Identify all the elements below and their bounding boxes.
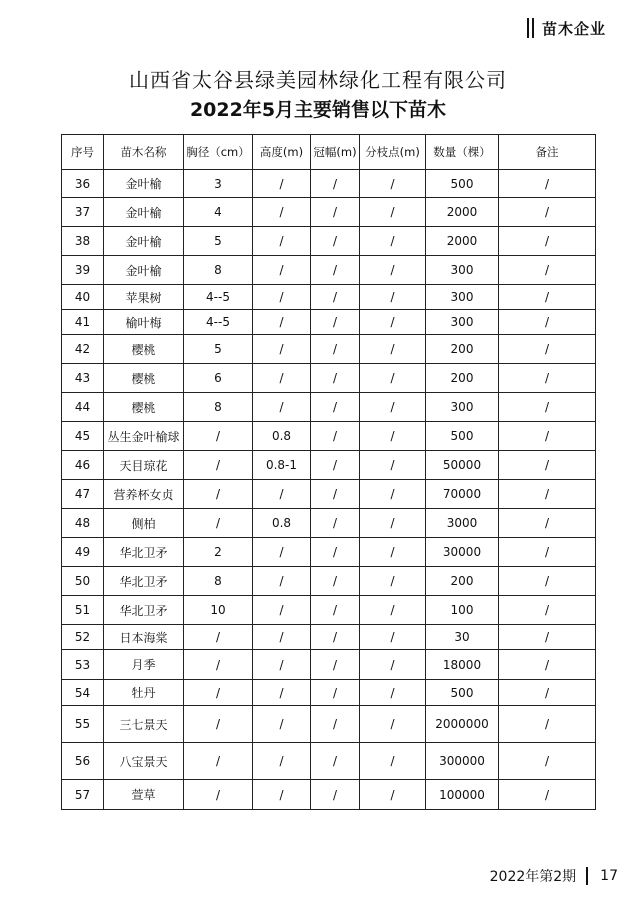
issue-label: 2022年第2期 xyxy=(489,869,577,885)
cell-height: / xyxy=(253,227,311,256)
cell-diameter: 4--5 xyxy=(184,285,253,310)
cell-remarks: / xyxy=(499,310,596,335)
cell-diameter: / xyxy=(184,743,253,780)
table-row xyxy=(62,480,596,509)
cell-height: / xyxy=(253,364,311,393)
cell-remarks: / xyxy=(499,567,596,596)
cell-branch-point: / xyxy=(360,256,426,285)
cell-quantity: 2000 xyxy=(426,227,499,256)
cell-quantity: 100 xyxy=(426,596,499,625)
cell-crown: / xyxy=(311,198,360,227)
cell-name: 榆叶梅 xyxy=(104,310,184,335)
cell-diameter: / xyxy=(184,451,253,480)
cell-remarks: / xyxy=(499,706,596,743)
col-header-quantity: 数量（棵） xyxy=(426,135,499,170)
cell-quantity: 300 xyxy=(426,310,499,335)
cell-crown: / xyxy=(311,310,360,335)
cell-crown: / xyxy=(311,227,360,256)
cell-crown: / xyxy=(311,596,360,625)
company-name: 山西省太谷县绿美园林绿化工程有限公司 xyxy=(129,68,507,92)
table-row xyxy=(62,256,596,285)
cell-crown: / xyxy=(311,743,360,780)
cell-crown: / xyxy=(311,364,360,393)
cell-name: 华北卫矛 xyxy=(104,596,184,625)
cell-remarks: / xyxy=(499,625,596,650)
cell-serial: 50 xyxy=(62,567,104,596)
cell-branch-point: / xyxy=(360,567,426,596)
cell-diameter: 4 xyxy=(184,198,253,227)
table-row xyxy=(62,451,596,480)
table-row xyxy=(62,743,596,780)
cell-quantity: 300 xyxy=(426,285,499,310)
cell-height: 0.8-1 xyxy=(253,451,311,480)
cell-height: / xyxy=(253,198,311,227)
table-row xyxy=(62,567,596,596)
table-row xyxy=(62,310,596,335)
cell-serial: 52 xyxy=(62,625,104,650)
cell-name: 金叶榆 xyxy=(104,170,184,198)
table-row xyxy=(62,509,596,538)
cell-serial: 56 xyxy=(62,743,104,780)
cell-name: 樱桃 xyxy=(104,393,184,422)
cell-serial: 55 xyxy=(62,706,104,743)
table-row xyxy=(62,227,596,256)
table-row xyxy=(62,422,596,451)
cell-remarks: / xyxy=(499,780,596,810)
cell-height: / xyxy=(253,596,311,625)
cell-branch-point: / xyxy=(360,509,426,538)
cell-remarks: / xyxy=(499,650,596,680)
cell-height: / xyxy=(253,256,311,285)
cell-diameter: / xyxy=(184,780,253,810)
cell-serial: 40 xyxy=(62,285,104,310)
cell-branch-point: / xyxy=(360,335,426,364)
col-header-serial: 序号 xyxy=(62,135,104,170)
cell-crown: / xyxy=(311,170,360,198)
cell-name: 樱桃 xyxy=(104,364,184,393)
cell-serial: 48 xyxy=(62,509,104,538)
cell-crown: / xyxy=(311,780,360,810)
cell-height: / xyxy=(253,310,311,335)
cell-quantity: 500 xyxy=(426,422,499,451)
col-header-height: 高度(m) xyxy=(253,135,311,170)
cell-branch-point: / xyxy=(360,422,426,451)
table-header-row xyxy=(62,135,596,170)
cell-quantity: 500 xyxy=(426,170,499,198)
cell-quantity: 50000 xyxy=(426,451,499,480)
cell-remarks: / xyxy=(499,743,596,780)
cell-remarks: / xyxy=(499,198,596,227)
cell-crown: / xyxy=(311,538,360,567)
cell-height: / xyxy=(253,680,311,706)
cell-quantity: 30000 xyxy=(426,538,499,567)
cell-quantity: 300 xyxy=(426,393,499,422)
cell-branch-point: / xyxy=(360,538,426,567)
cell-crown: / xyxy=(311,393,360,422)
cell-branch-point: / xyxy=(360,625,426,650)
cell-serial: 47 xyxy=(62,480,104,509)
cell-quantity: 70000 xyxy=(426,480,499,509)
cell-branch-point: / xyxy=(360,198,426,227)
cell-diameter: / xyxy=(184,706,253,743)
page-footer xyxy=(490,866,618,886)
cell-height: / xyxy=(253,335,311,364)
cell-quantity: 200 xyxy=(426,567,499,596)
cell-serial: 53 xyxy=(62,650,104,680)
cell-remarks: / xyxy=(499,480,596,509)
cell-crown: / xyxy=(311,706,360,743)
cell-crown: / xyxy=(311,625,360,650)
cell-crown: / xyxy=(311,509,360,538)
cell-diameter: 3 xyxy=(184,170,253,198)
cell-name: 丛生金叶榆球 xyxy=(104,422,184,451)
cell-diameter: 4--5 xyxy=(184,310,253,335)
section-header xyxy=(527,17,606,39)
cell-name: 月季 xyxy=(104,650,184,680)
cell-branch-point: / xyxy=(360,780,426,810)
cell-name: 营养杯女贞 xyxy=(104,480,184,509)
cell-height: / xyxy=(253,625,311,650)
page-number: 17 xyxy=(600,868,618,884)
cell-serial: 54 xyxy=(62,680,104,706)
cell-branch-point: / xyxy=(360,285,426,310)
cell-diameter: 6 xyxy=(184,364,253,393)
cell-quantity: 2000 xyxy=(426,198,499,227)
col-header-remarks: 备注 xyxy=(499,135,596,170)
cell-name: 天目琼花 xyxy=(104,451,184,480)
cell-diameter: / xyxy=(184,680,253,706)
col-header-crown: 冠幅(m) xyxy=(311,135,360,170)
table-row xyxy=(62,198,596,227)
cell-quantity: 500 xyxy=(426,680,499,706)
cell-serial: 41 xyxy=(62,310,104,335)
table-row xyxy=(62,335,596,364)
cell-diameter: / xyxy=(184,650,253,680)
table-row xyxy=(62,393,596,422)
cell-branch-point: / xyxy=(360,650,426,680)
cell-remarks: / xyxy=(499,451,596,480)
cell-branch-point: / xyxy=(360,743,426,780)
table-row xyxy=(62,625,596,650)
cell-name: 樱桃 xyxy=(104,335,184,364)
cell-height: / xyxy=(253,780,311,810)
col-header-diameter: 胸径（cm） xyxy=(184,135,253,170)
sales-heading: 2022年5月主要销售以下苗木 xyxy=(189,99,447,121)
table-row xyxy=(62,780,596,810)
table-row xyxy=(62,170,596,198)
cell-name: 金叶榆 xyxy=(104,227,184,256)
cell-remarks: / xyxy=(499,285,596,310)
cell-remarks: / xyxy=(499,596,596,625)
cell-branch-point: / xyxy=(360,680,426,706)
cell-quantity: 200 xyxy=(426,364,499,393)
table-row xyxy=(62,538,596,567)
cell-quantity: 3000 xyxy=(426,509,499,538)
cell-remarks: / xyxy=(499,335,596,364)
cell-name: 八宝景天 xyxy=(104,743,184,780)
cell-crown: / xyxy=(311,480,360,509)
cell-crown: / xyxy=(311,285,360,310)
cell-remarks: / xyxy=(499,393,596,422)
double-bar-icon xyxy=(527,18,534,38)
cell-serial: 42 xyxy=(62,335,104,364)
cell-remarks: / xyxy=(499,170,596,198)
cell-branch-point: / xyxy=(360,364,426,393)
cell-quantity: 100000 xyxy=(426,780,499,810)
cell-name: 侧柏 xyxy=(104,509,184,538)
cell-remarks: / xyxy=(499,680,596,706)
cell-diameter: 10 xyxy=(184,596,253,625)
section-label: 苗木企业 xyxy=(541,19,606,38)
cell-diameter: / xyxy=(184,422,253,451)
cell-name: 金叶榆 xyxy=(104,256,184,285)
cell-crown: / xyxy=(311,650,360,680)
cell-crown: / xyxy=(311,422,360,451)
cell-crown: / xyxy=(311,335,360,364)
cell-quantity: 300 xyxy=(426,256,499,285)
seedling-table xyxy=(61,134,596,810)
table-row xyxy=(62,680,596,706)
cell-quantity: 18000 xyxy=(426,650,499,680)
cell-name: 牡丹 xyxy=(104,680,184,706)
col-header-name: 苗木名称 xyxy=(104,135,184,170)
cell-diameter: 5 xyxy=(184,227,253,256)
cell-name: 华北卫矛 xyxy=(104,567,184,596)
cell-crown: / xyxy=(311,256,360,285)
cell-height: / xyxy=(253,480,311,509)
cell-diameter: 8 xyxy=(184,393,253,422)
cell-quantity: 2000000 xyxy=(426,706,499,743)
cell-crown: / xyxy=(311,567,360,596)
table-row xyxy=(62,706,596,743)
cell-name: 金叶榆 xyxy=(104,198,184,227)
cell-serial: 46 xyxy=(62,451,104,480)
cell-serial: 49 xyxy=(62,538,104,567)
cell-serial: 44 xyxy=(62,393,104,422)
cell-branch-point: / xyxy=(360,451,426,480)
cell-diameter: 2 xyxy=(184,538,253,567)
cell-serial: 57 xyxy=(62,780,104,810)
cell-diameter: 8 xyxy=(184,567,253,596)
cell-diameter: / xyxy=(184,625,253,650)
cell-height: / xyxy=(253,706,311,743)
cell-serial: 51 xyxy=(62,596,104,625)
cell-height: / xyxy=(253,170,311,198)
cell-serial: 39 xyxy=(62,256,104,285)
cell-height: / xyxy=(253,650,311,680)
cell-diameter: 5 xyxy=(184,335,253,364)
cell-quantity: 200 xyxy=(426,335,499,364)
cell-crown: / xyxy=(311,680,360,706)
cell-serial: 45 xyxy=(62,422,104,451)
col-header-branch-point: 分枝点(m) xyxy=(360,135,426,170)
table-body xyxy=(62,170,596,810)
cell-branch-point: / xyxy=(360,596,426,625)
cell-branch-point: / xyxy=(360,706,426,743)
cell-name: 萱草 xyxy=(104,780,184,810)
cell-serial: 43 xyxy=(62,364,104,393)
cell-crown: / xyxy=(311,451,360,480)
cell-height: 0.8 xyxy=(253,509,311,538)
cell-serial: 37 xyxy=(62,198,104,227)
cell-branch-point: / xyxy=(360,310,426,335)
footer-divider xyxy=(586,867,588,885)
cell-height: / xyxy=(253,285,311,310)
cell-serial: 38 xyxy=(62,227,104,256)
cell-height: / xyxy=(253,567,311,596)
cell-remarks: / xyxy=(499,422,596,451)
cell-height: / xyxy=(253,538,311,567)
cell-serial: 36 xyxy=(62,170,104,198)
document-title xyxy=(0,66,636,124)
cell-branch-point: / xyxy=(360,393,426,422)
table-row xyxy=(62,285,596,310)
cell-name: 三七景天 xyxy=(104,706,184,743)
cell-branch-point: / xyxy=(360,480,426,509)
cell-remarks: / xyxy=(499,256,596,285)
cell-name: 苹果树 xyxy=(104,285,184,310)
cell-quantity: 300000 xyxy=(426,743,499,780)
cell-height: / xyxy=(253,393,311,422)
cell-remarks: / xyxy=(499,538,596,567)
cell-remarks: / xyxy=(499,227,596,256)
table-row xyxy=(62,650,596,680)
table-row xyxy=(62,364,596,393)
cell-name: 日本海棠 xyxy=(104,625,184,650)
cell-name: 华北卫矛 xyxy=(104,538,184,567)
cell-height: / xyxy=(253,743,311,780)
table-row xyxy=(62,596,596,625)
cell-branch-point: / xyxy=(360,170,426,198)
cell-remarks: / xyxy=(499,509,596,538)
cell-quantity: 30 xyxy=(426,625,499,650)
cell-remarks: / xyxy=(499,364,596,393)
cell-diameter: / xyxy=(184,480,253,509)
cell-diameter: / xyxy=(184,509,253,538)
cell-branch-point: / xyxy=(360,227,426,256)
cell-height: 0.8 xyxy=(253,422,311,451)
cell-diameter: 8 xyxy=(184,256,253,285)
